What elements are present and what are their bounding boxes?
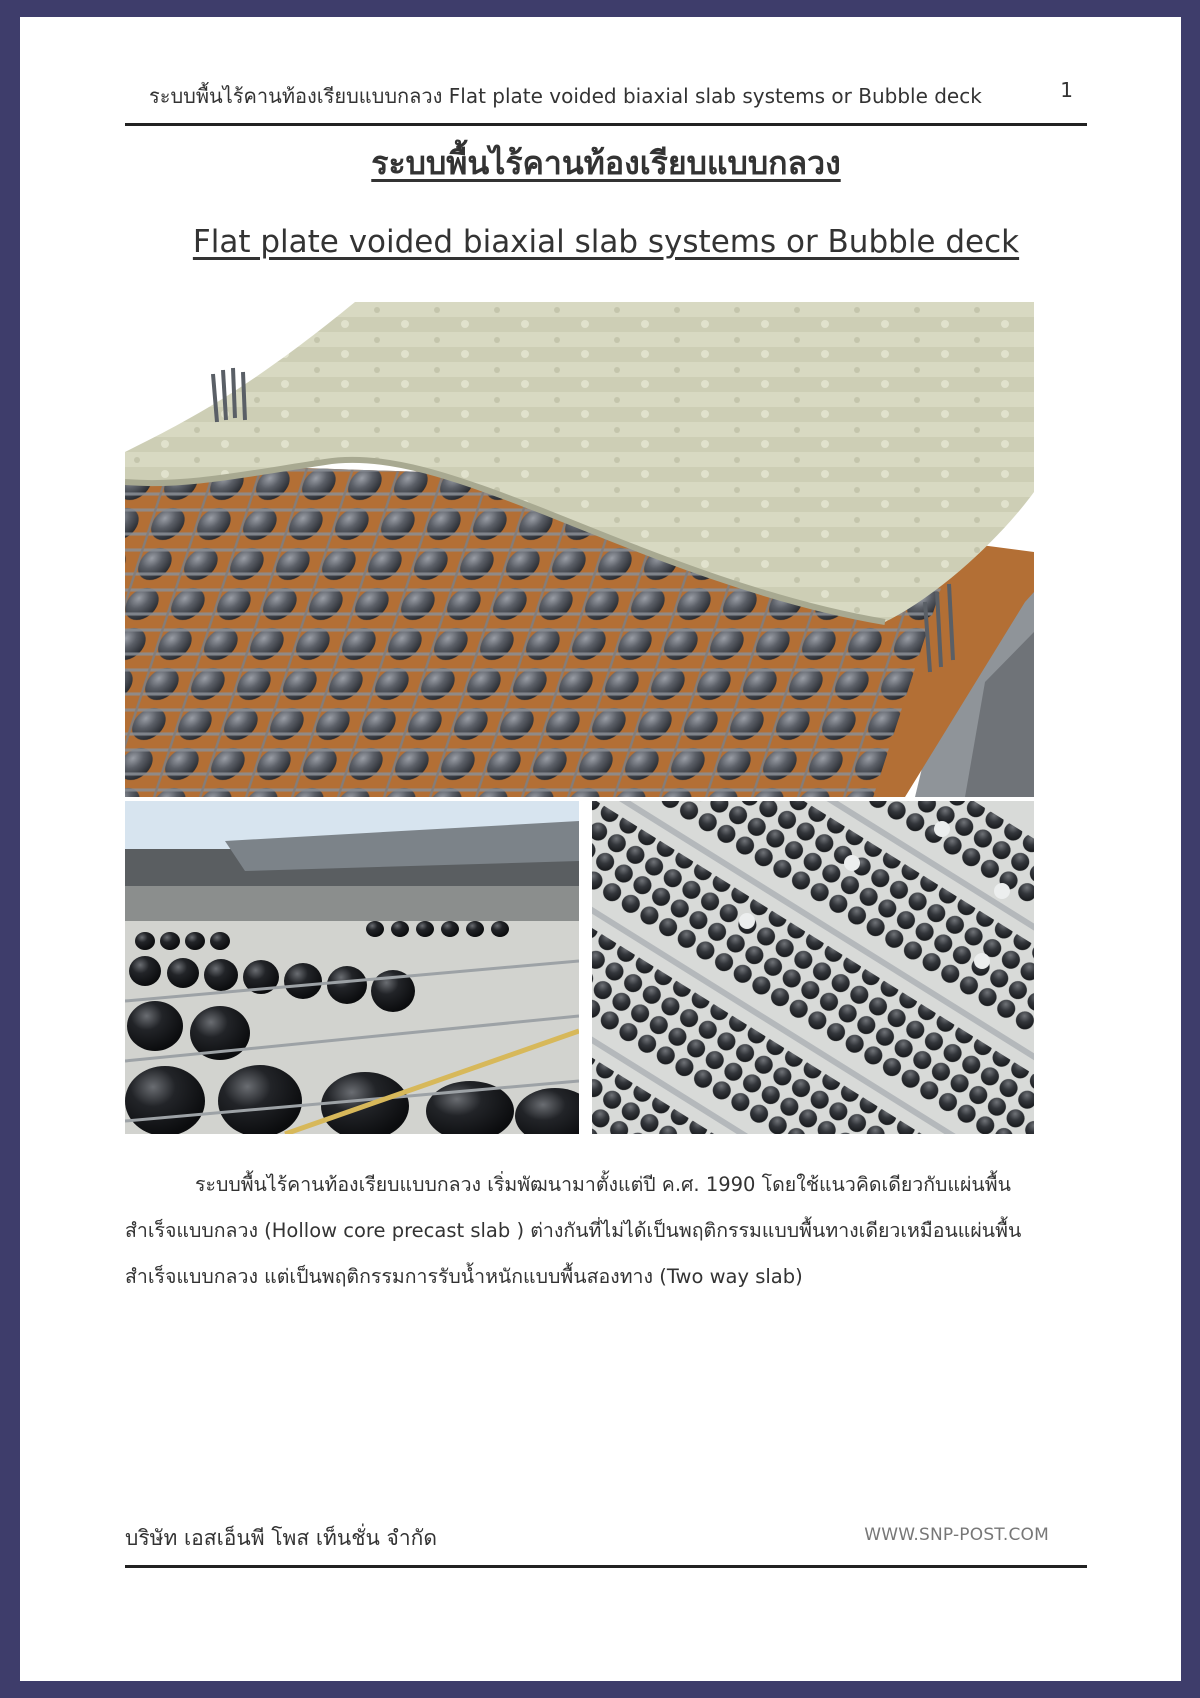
paragraph-text: ระบบพื้นไร้คานท้องเรียบแบบกลวง เริ่มพัฒนามาตั้งแต่ปี ค.ศ. 1990 โดยใช้แนวคิดเดียวกับแผ่นพื้นสำเร็จแบบกลวง (Hollow core precast slab ) ต่างกันที่ไม่ได้เป็นพฤติกรรมแบบพื้นทางเดียวเหมือนแผ่นพื้นสำเร็จแบบกลวง แต่เป็นพฤติกรรมการรับน้ำหนักแบบพื้นสองทาง (Two way slab) [125, 1173, 1022, 1288]
page-footer [125, 1512, 1087, 1568]
running-header [125, 66, 1087, 126]
website-link[interactable]: WWW.SNP-POST.COM [864, 1525, 1049, 1545]
body-paragraph [125, 1162, 1045, 1300]
page-title-english: Flat plate voided biaxial slab systems or Bubble deck [192, 224, 1020, 260]
company-name: บริษัท เอสเอ็นพี โพส เท็นชั่น จำกัด [125, 1526, 437, 1550]
page-title-thai: ระบบพื้นไร้คานท้องเรียบแบบกลวง [371, 144, 841, 182]
construction-site-photo [125, 801, 579, 1134]
page-number: 1 [1060, 78, 1073, 102]
bubble-deck-render-image [125, 302, 1034, 797]
running-title: ระบบพื้นไร้คานท้องเรียบแบบกลวง Flat plate voided biaxial slab systems or Bubble deck [149, 84, 982, 108]
aerial-sphere-rows-photo [592, 801, 1034, 1134]
